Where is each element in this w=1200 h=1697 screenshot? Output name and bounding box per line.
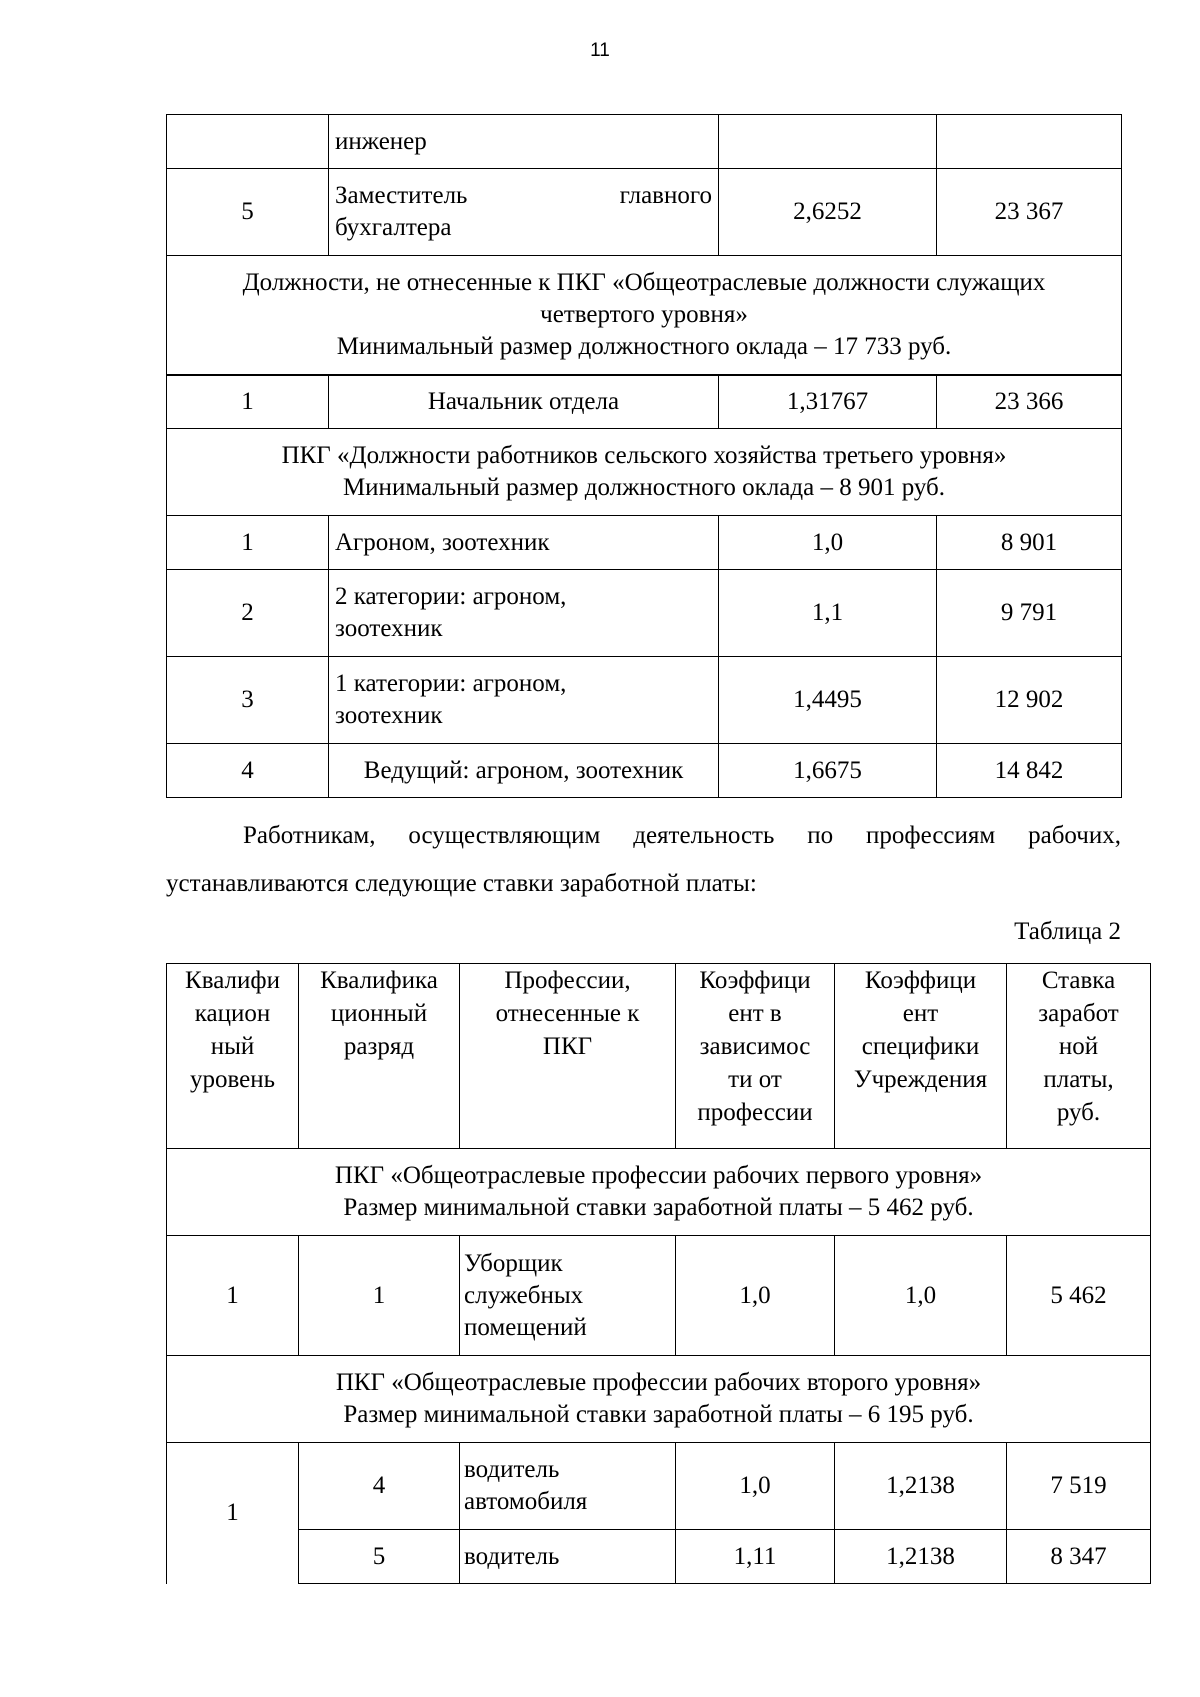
cell-line: уровень [189,1066,276,1093]
cell-line: Квалифи [185,967,280,994]
salary: 8 901 [937,516,1122,570]
coefficient: 1,31767 [719,375,937,429]
cell-line: руб. [1056,1099,1101,1126]
header-rate [1007,964,1151,1149]
table-row [167,744,1122,798]
level: 1 [167,1236,299,1356]
table-staff-salaries [166,114,1122,798]
section-header: ПКГ «Общеотраслевые профессии рабочих второго уровня» Размер минимальной ставки заработной платы – 6 195 руб. [167,1356,1151,1443]
cell-line: заработ [1038,1000,1119,1027]
profession: водитель [460,1530,676,1584]
row-number: 2 [167,570,329,657]
row-number: 5 [167,169,329,256]
position-name: Начальник отдела [329,375,719,429]
cell-line: специфики [861,1033,980,1060]
rate: 8 347 [1007,1530,1151,1584]
salary: 23 367 [937,169,1122,256]
table-row [167,375,1122,429]
coefficient: 1,6675 [719,744,937,798]
page-number: 11 [590,40,610,61]
coefficient: 1,1 [719,570,937,657]
cell-line: зависимос [699,1033,811,1060]
profession [460,1236,676,1356]
cell-line: ент [902,1000,939,1027]
cell-line: Квалифика [320,967,438,994]
table-row [167,115,1122,169]
rate: 5 462 [1007,1236,1151,1356]
cell-line: служебных [464,1281,584,1309]
grade: 4 [299,1443,460,1530]
cell-line: Коэффици [864,967,977,994]
row-number: 1 [167,375,329,429]
coefficient: 1,4495 [719,657,937,744]
paragraph-line-2: устанавливаются следующие ставки заработной платы: [166,870,757,897]
cell-line: ционный [330,1000,428,1027]
coef-profession: 1,0 [676,1443,835,1530]
salary: 12 902 [937,657,1122,744]
salary: 14 842 [937,744,1122,798]
cell-line: Коэффици [699,967,811,994]
header-level [167,964,299,1149]
salary: 23 366 [937,375,1122,429]
section-header: ПКГ «Общеотраслевые профессии рабочих первого уровня» Размер минимальной ставки заработной платы – 5 462 руб. [167,1149,1151,1236]
table-caption: Таблица 2 [1014,918,1121,945]
position-name: Заместитель главного бухгалтера [329,169,719,256]
coefficient: 1,0 [719,516,937,570]
header-grade [299,964,460,1149]
row-number: 3 [167,657,329,744]
table-row [167,1443,1151,1530]
cell-line: ный [210,1033,255,1060]
position-name: 2 категории: агроном, зоотехник [329,570,719,657]
coef-profession: 1,0 [676,1236,835,1356]
grade: 5 [299,1530,460,1584]
cell-line: профессии [697,1099,813,1126]
profession [460,1443,676,1530]
row-number: 1 [167,516,329,570]
section-header: ПКГ «Должности работников сельского хозяйства третьего уровня» Минимальный размер должностного оклада – 8 901 руб. [167,429,1122,516]
level: 1 [167,1443,299,1584]
position-name: Ведущий: агроном, зоотехник [329,744,719,798]
header-professions [460,964,676,1149]
position-name: Агроном, зоотехник [329,516,719,570]
table-row [167,657,1122,744]
cell-line: Ставка [1041,967,1116,994]
cell-line: платы, [1043,1066,1114,1093]
coef-specific: 1,2138 [835,1443,1007,1530]
coef-profession: 1,11 [676,1530,835,1584]
cell-line: кацион [194,1000,271,1027]
rate: 7 519 [1007,1443,1151,1530]
position-name: инженер [329,115,719,169]
cell-line: автомобиля [464,1488,588,1515]
coefficient: 2,6252 [719,169,937,256]
grade: 1 [299,1236,460,1356]
table-row [167,1530,1151,1584]
cell-line: ной [1058,1033,1099,1060]
cell-line: ти от [728,1066,782,1093]
cell-line: Профессии, [504,967,631,994]
table-row [167,169,1122,256]
table-row [167,516,1122,570]
cell-line: Уборщик [464,1249,563,1277]
header-coef-specific [835,964,1007,1149]
cell-line: ент в [728,1000,782,1027]
cell-line: разряд [343,1033,415,1060]
coef-specific: 1,0 [835,1236,1007,1356]
position-name: 1 категории: агроном, зоотехник [329,657,719,744]
cell-line: помещений [464,1313,587,1341]
cell-line: отнесенные к [495,1000,640,1027]
table-row [167,570,1122,657]
cell-line: ПКГ [542,1033,593,1060]
table-worker-rates [166,963,1151,1584]
header-coef-profession [676,964,835,1149]
paragraph-line-1: Работникам, осуществляющим деятельность по профессиям рабочих, [243,822,1121,849]
table-header-row [167,964,1151,1149]
cell-line: водитель [464,1456,560,1483]
row-number: 4 [167,744,329,798]
salary: 9 791 [937,570,1122,657]
cell-line: Учреждения [853,1066,988,1093]
coef-specific: 1,2138 [835,1530,1007,1584]
section-header: Должности, не отнесенные к ПКГ «Общеотраслевые должности служащих четвертого уровня» Минимальный размер должностного оклада – 17 733 руб. [167,256,1122,375]
table-row [167,1236,1151,1356]
